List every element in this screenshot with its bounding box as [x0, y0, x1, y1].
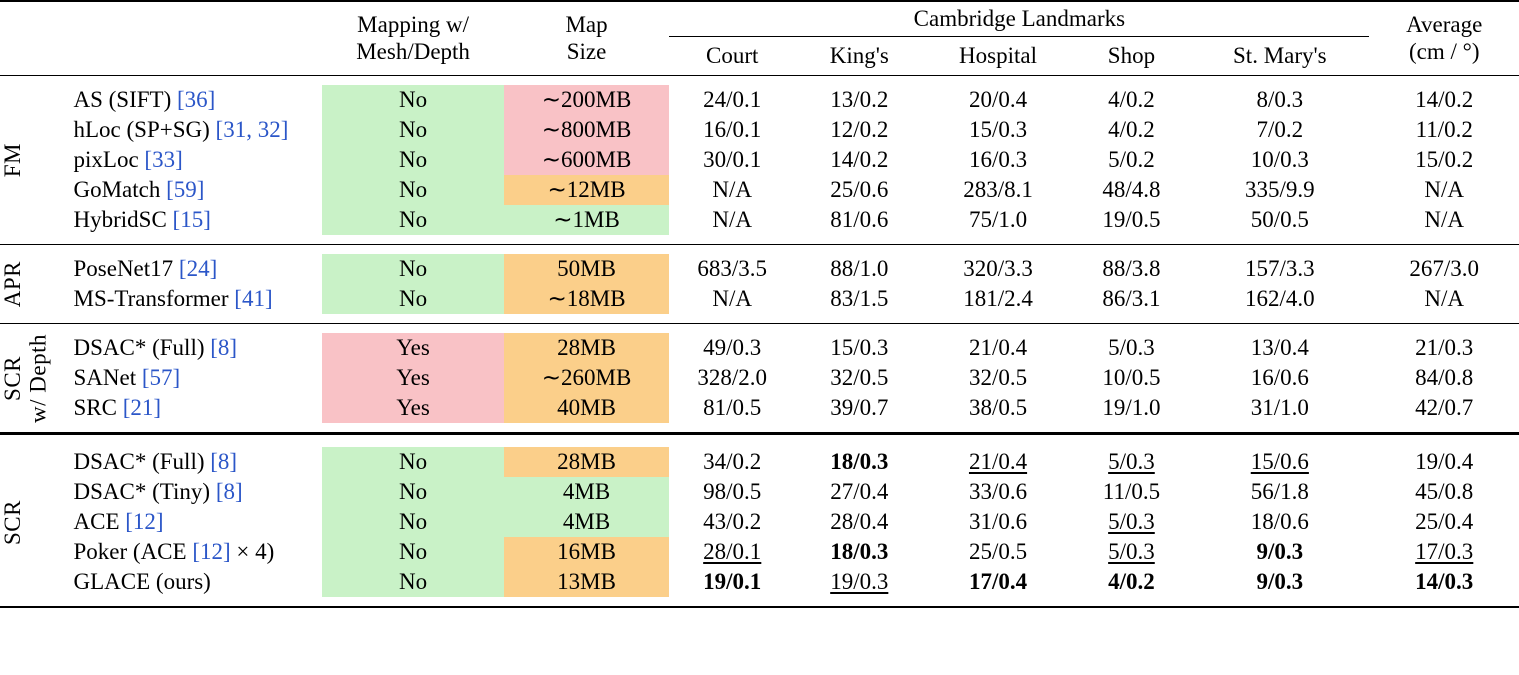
metric-value: 5/0.3	[1108, 335, 1155, 360]
metric-value: 31/1.0	[1250, 395, 1309, 420]
group-spacer	[0, 597, 1519, 607]
header-average	[1369, 2, 1519, 76]
average-value: 14/0.2	[1415, 87, 1474, 112]
metric-value: 13/0.2	[830, 87, 889, 112]
map-size-value: 13MB	[504, 567, 669, 597]
metric-value: 50/0.5	[1250, 207, 1309, 232]
results-body	[0, 76, 1519, 608]
table-row	[0, 115, 1519, 145]
average-value: 267/3.0	[1409, 256, 1480, 281]
metric-value: 17/0.4	[968, 569, 1028, 594]
method-name: SRC [21]	[73, 395, 162, 420]
header-map-size	[504, 2, 669, 76]
table-row	[0, 205, 1519, 235]
group-label-cell	[0, 447, 56, 597]
header-scene-shop: Shop	[1107, 43, 1156, 68]
citation-ref[interactable]: [41]	[234, 286, 273, 311]
group-spacer	[0, 245, 1519, 254]
map-size-value: ∼200MB	[504, 85, 669, 115]
metric-value: 88/3.8	[1102, 256, 1161, 281]
mapping-requirement: No	[322, 145, 503, 175]
table-row	[0, 393, 1519, 423]
mapping-requirement: No	[322, 477, 503, 507]
metric-value: 18/0.6	[1250, 509, 1309, 534]
metric-value: 83/1.5	[830, 286, 889, 311]
metric-value: 335/9.9	[1245, 177, 1315, 202]
group-label: SCR w/ Depth	[0, 333, 51, 423]
method-name: GoMatch [59]	[73, 177, 205, 202]
citation-ref[interactable]: [12]	[125, 509, 164, 534]
metric-value: 5/0.2	[1108, 147, 1155, 172]
table-row	[0, 284, 1519, 314]
group-label: FM	[0, 142, 25, 178]
average-value: N/A	[1424, 286, 1465, 311]
metric-value: 86/3.1	[1102, 286, 1161, 311]
header-scene-court: Court	[706, 43, 759, 68]
map-size-value: ∼1MB	[504, 205, 669, 235]
group-spacer	[0, 324, 1519, 333]
metric-value: 31/0.6	[968, 509, 1028, 534]
header-mapping-line2: Mesh/Depth	[356, 38, 470, 64]
metric-value: 38/0.5	[968, 395, 1028, 420]
metric-value: 12/0.2	[830, 117, 889, 142]
metric-value: 25/0.5	[968, 539, 1028, 564]
metric-value: 20/0.4	[968, 87, 1028, 112]
group-label: SCR	[0, 499, 25, 545]
map-size-value: ∼18MB	[504, 284, 669, 314]
method-name: HybridSC [15]	[73, 207, 211, 232]
method-name: MS-Transformer [41]	[73, 286, 273, 311]
map-size-value: ∼12MB	[504, 175, 669, 205]
header-row-primary	[0, 2, 1519, 37]
method-name: DSAC* (Tiny) [8]	[73, 479, 243, 504]
citation-ref[interactable]: [31, 32]	[215, 117, 289, 142]
header-scene-kings: King's	[829, 43, 889, 68]
group-label-cell	[0, 333, 56, 423]
metric-value: 28/0.4	[830, 509, 889, 534]
header-mapping	[322, 2, 503, 76]
metric-value: 16/0.1	[703, 117, 762, 142]
mapping-requirement: No	[322, 447, 503, 477]
citation-ref[interactable]: [8]	[210, 449, 238, 474]
table-row	[0, 333, 1519, 363]
metric-value: 5/0.3	[1108, 509, 1155, 534]
mapping-requirement: No	[322, 254, 503, 284]
metric-value: 162/4.0	[1245, 286, 1315, 311]
metric-value: 43/0.2	[703, 509, 762, 534]
metric-value: 5/0.3	[1108, 539, 1155, 564]
method-name: ACE [12]	[73, 509, 164, 534]
mapping-requirement: No	[322, 507, 503, 537]
mapping-requirement: No	[322, 537, 503, 567]
average-value: 14/0.3	[1415, 569, 1474, 594]
metric-value: N/A	[712, 286, 753, 311]
metric-value: 4/0.2	[1108, 569, 1155, 594]
header-average-line2: (cm / °)	[1408, 38, 1480, 64]
metric-value: 328/2.0	[697, 365, 768, 390]
mapping-requirement: No	[322, 175, 503, 205]
average-value: 25/0.4	[1415, 509, 1474, 534]
metric-value: 11/0.5	[1102, 479, 1161, 504]
header-method-blank	[56, 2, 323, 76]
metric-value: 21/0.4	[968, 335, 1028, 360]
metric-value: 25/0.6	[830, 177, 889, 202]
map-size-value: 16MB	[504, 537, 669, 567]
mapping-requirement: Yes	[322, 333, 503, 363]
table-row	[0, 447, 1519, 477]
citation-ref[interactable]: [24]	[178, 256, 218, 281]
map-size-value: 4MB	[504, 477, 669, 507]
metric-value: 18/0.3	[830, 539, 889, 564]
metric-value: 9/0.3	[1256, 539, 1304, 564]
metric-value: 13/0.4	[1250, 335, 1309, 360]
map-size-value: 50MB	[504, 254, 669, 284]
group-spacer	[0, 438, 1519, 447]
metric-value: 81/0.6	[830, 207, 889, 232]
metric-value: 10/0.5	[1102, 365, 1161, 390]
map-size-value: ∼800MB	[504, 115, 669, 145]
metric-value: 14/0.2	[830, 147, 889, 172]
map-size-value: 4MB	[504, 507, 669, 537]
metric-value: 16/0.6	[1250, 365, 1309, 390]
map-size-value: 28MB	[504, 447, 669, 477]
citation-ref[interactable]: [59]	[166, 177, 205, 202]
map-size-value: ∼600MB	[504, 145, 669, 175]
average-value: 11/0.2	[1415, 117, 1473, 142]
citation-ref[interactable]: [8]	[210, 335, 238, 360]
citation-ref[interactable]: [12]	[192, 539, 231, 564]
metric-value: 683/3.5	[697, 256, 768, 281]
mapping-requirement: No	[322, 205, 503, 235]
metric-value: 88/1.0	[830, 256, 889, 281]
group-spacer	[0, 423, 1519, 433]
method-name: hLoc (SP+SG) [31, 32]	[73, 117, 289, 142]
method-name: DSAC* (Full) [8]	[73, 335, 238, 360]
header-scene-hospital: Hospital	[959, 43, 1037, 68]
mapping-requirement: No	[322, 115, 503, 145]
table-row	[0, 175, 1519, 205]
map-size-value: 28MB	[504, 333, 669, 363]
citation-ref[interactable]: [57]	[141, 365, 181, 390]
group-label: APR	[0, 260, 25, 308]
average-value: 15/0.2	[1415, 147, 1474, 172]
mapping-requirement: No	[322, 567, 503, 597]
header-map-size-line1: Map	[565, 12, 608, 38]
metric-value: 81/0.5	[703, 395, 762, 420]
table-row	[0, 254, 1519, 284]
method-name: SANet [57]	[73, 365, 181, 390]
metric-value: 320/3.3	[963, 256, 1033, 281]
average-value: 21/0.3	[1415, 335, 1474, 360]
metric-value: 49/0.3	[703, 335, 762, 360]
metric-value: 28/0.1	[703, 539, 762, 564]
metric-value: 9/0.3	[1256, 569, 1304, 594]
group-spacer	[0, 314, 1519, 324]
citation-ref[interactable]: [8]	[215, 479, 243, 504]
metric-value: 19/0.3	[830, 569, 889, 594]
metric-value: N/A	[712, 177, 753, 202]
group-label-cell	[0, 85, 56, 235]
header-cambridge-landmarks: Cambridge Landmarks	[669, 2, 1369, 37]
metric-value: 48/4.8	[1102, 177, 1161, 202]
table-row	[0, 537, 1519, 567]
table-row	[0, 145, 1519, 175]
mapping-requirement: No	[322, 284, 503, 314]
metric-value: 34/0.2	[703, 449, 762, 474]
method-name: GLACE (ours)	[73, 569, 211, 594]
metric-value: 32/0.5	[830, 365, 889, 390]
metric-value: 19/1.0	[1102, 395, 1161, 420]
metric-value: 18/0.3	[830, 449, 889, 474]
table-row	[0, 363, 1519, 393]
average-value: N/A	[1424, 177, 1465, 202]
header-average-line1: Average	[1406, 12, 1483, 38]
map-size-value: ∼260MB	[504, 363, 669, 393]
metric-value: 33/0.6	[968, 479, 1028, 504]
header-map-size-line2: Size	[566, 38, 607, 64]
metric-value: 30/0.1	[703, 147, 762, 172]
metric-value: 10/0.3	[1250, 147, 1309, 172]
metric-value: 283/8.1	[963, 177, 1033, 202]
metric-value: 16/0.3	[968, 147, 1028, 172]
metric-value: 181/2.4	[963, 286, 1033, 311]
metric-value: 39/0.7	[830, 395, 889, 420]
method-name: PoseNet17 [24]	[73, 256, 218, 281]
average-value: 84/0.8	[1415, 365, 1474, 390]
average-value: 19/0.4	[1415, 449, 1474, 474]
metric-value: 5/0.3	[1108, 449, 1155, 474]
metric-value: N/A	[712, 207, 753, 232]
metric-value: 24/0.1	[703, 87, 762, 112]
table-bottom-rule	[0, 607, 1519, 608]
average-value: 17/0.3	[1415, 539, 1474, 564]
table-row	[0, 85, 1519, 115]
metric-value: 7/0.2	[1256, 117, 1304, 142]
group-label-cell	[0, 254, 56, 314]
method-name: DSAC* (Full) [8]	[73, 449, 238, 474]
metric-value: 21/0.4	[968, 449, 1028, 474]
mapping-requirement: Yes	[322, 363, 503, 393]
method-name: Poker (ACE [12] × 4)	[73, 539, 275, 564]
citation-ref[interactable]: [36]	[177, 87, 216, 112]
method-name: AS (SIFT) [36]	[73, 87, 216, 112]
metric-value: 15/0.3	[968, 117, 1028, 142]
metric-value: 56/1.8	[1250, 479, 1309, 504]
metric-value: 4/0.2	[1108, 87, 1155, 112]
table-row	[0, 477, 1519, 507]
header-group-blank	[0, 2, 56, 76]
header-scene-stmarys: St. Mary's	[1233, 43, 1327, 68]
metric-value: 15/0.3	[830, 335, 889, 360]
metric-value: 8/0.3	[1256, 87, 1304, 112]
mapping-requirement: No	[322, 85, 503, 115]
group-spacer	[0, 76, 1519, 85]
metric-value: 19/0.1	[703, 569, 762, 594]
map-size-value: 40MB	[504, 393, 669, 423]
method-name: pixLoc [33]	[73, 147, 183, 172]
metric-value: 32/0.5	[968, 365, 1028, 390]
citation-ref[interactable]: [21]	[122, 395, 162, 420]
mapping-requirement: Yes	[322, 393, 503, 423]
table-row	[0, 507, 1519, 537]
metric-value: 75/1.0	[968, 207, 1028, 232]
metric-value: 19/0.5	[1102, 207, 1161, 232]
group-spacer	[0, 235, 1519, 245]
header-mapping-line1: Mapping w/	[357, 12, 469, 38]
average-value: 45/0.8	[1415, 479, 1474, 504]
metric-value: 4/0.2	[1108, 117, 1155, 142]
metric-value: 15/0.6	[1250, 449, 1309, 474]
citation-ref[interactable]: [33]	[144, 147, 183, 172]
citation-ref[interactable]: [15]	[172, 207, 211, 232]
table-row	[0, 567, 1519, 597]
average-value: 42/0.7	[1415, 395, 1474, 420]
metric-value: 98/0.5	[703, 479, 762, 504]
average-value: N/A	[1424, 207, 1465, 232]
metric-value: 27/0.4	[830, 479, 889, 504]
metric-value: 157/3.3	[1245, 256, 1315, 281]
